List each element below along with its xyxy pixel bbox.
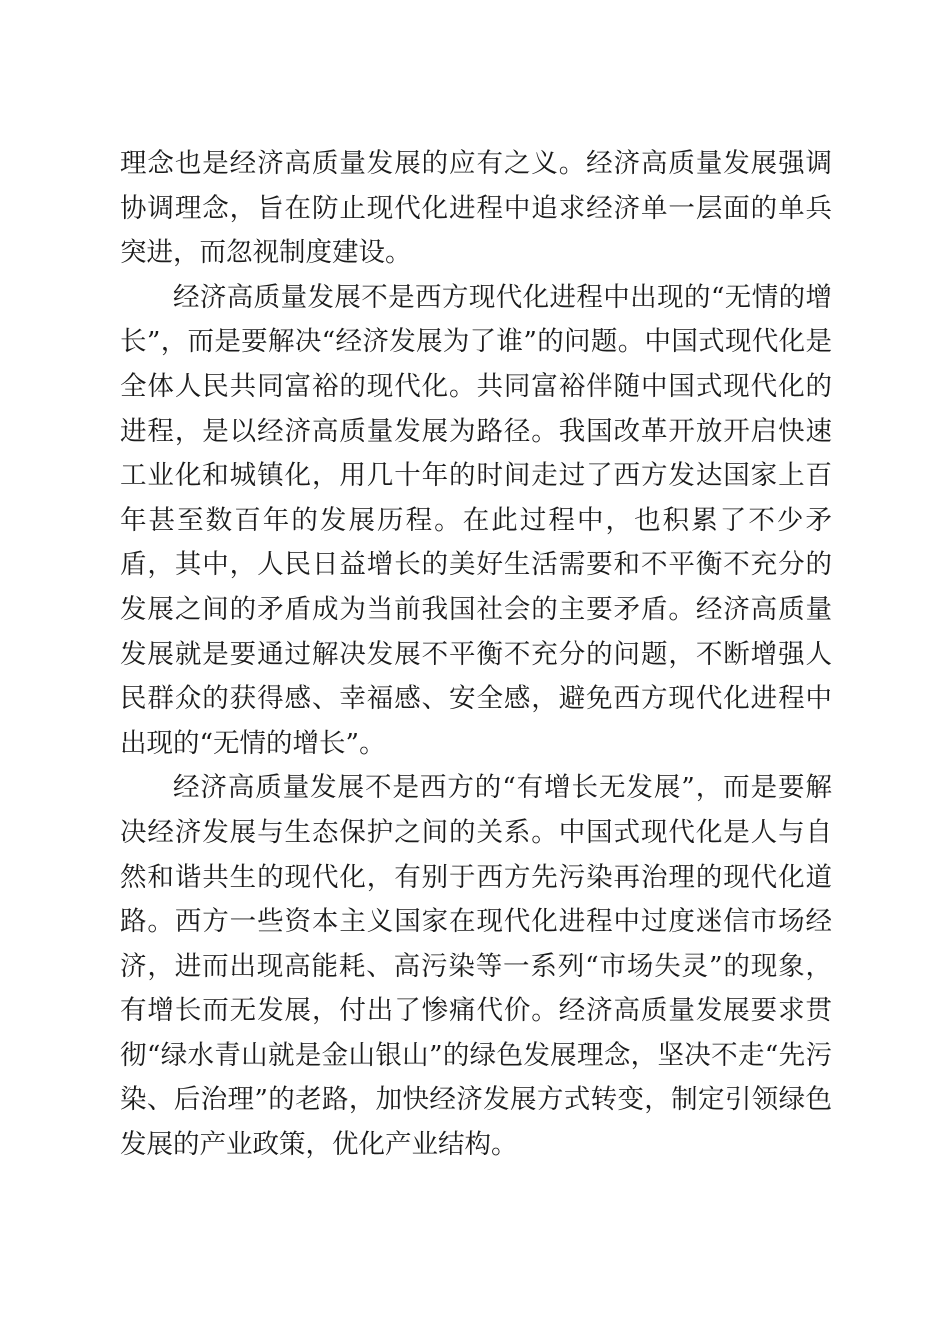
paragraph-common-prosperity: 经济高质量发展不是西方现代化进程中出现的“无情的增长”，而是要解决“经济发展为了谁”的问题。中国式现代化是全体人民共同富裕的现代化。共同富裕伴随中国式现代化的进程，是以经济高质量发展为路径。我国改革开放开启快速工业化和城镇化，用几十年的时间走过了西方发达国家上百年甚至数百年的发展历程。在此过程中，也积累了不少矛盾，其中，人民日益增长的美好生活需要和不平衡不充分的发展之间的矛盾成为当前我国社会的主要矛盾。经济高质量发展就是要通过解决发展不平衡不充分的问题，不断增强人民群众的获得感、幸福感、安全感，避免西方现代化进程中出现的“无情的增长”。 <box>120 281 832 759</box>
paragraph-green-development: 经济高质量发展不是西方的“有增长无发展”，而是要解决经济发展与生态保护之间的关系。中国式现代化是人与自然和谐共生的现代化，有别于西方先污染再治理的现代化道路。西方一些资本主义国家在现代化进程中过度迷信市场经济，进而出现高能耗、高污染等一系列“市场失灵”的现象，有增长而无发展，付出了惨痛代价。经济高质量发展要求贯彻“绿水青山就是金山银山”的绿色发展理念，坚决不走“先污染、后治理”的老路，加快经济发展方式转变，制定引领绿色发展的产业政策，优化产业结构。 <box>120 772 832 1161</box>
document-body <box>120 142 832 1168</box>
paragraph-continuation: 理念也是经济高质量发展的应有之义。经济高质量发展强调协调理念，旨在防止现代化进程中追求经济单一层面的单兵突进，而忽视制度建设。 <box>120 148 832 269</box>
